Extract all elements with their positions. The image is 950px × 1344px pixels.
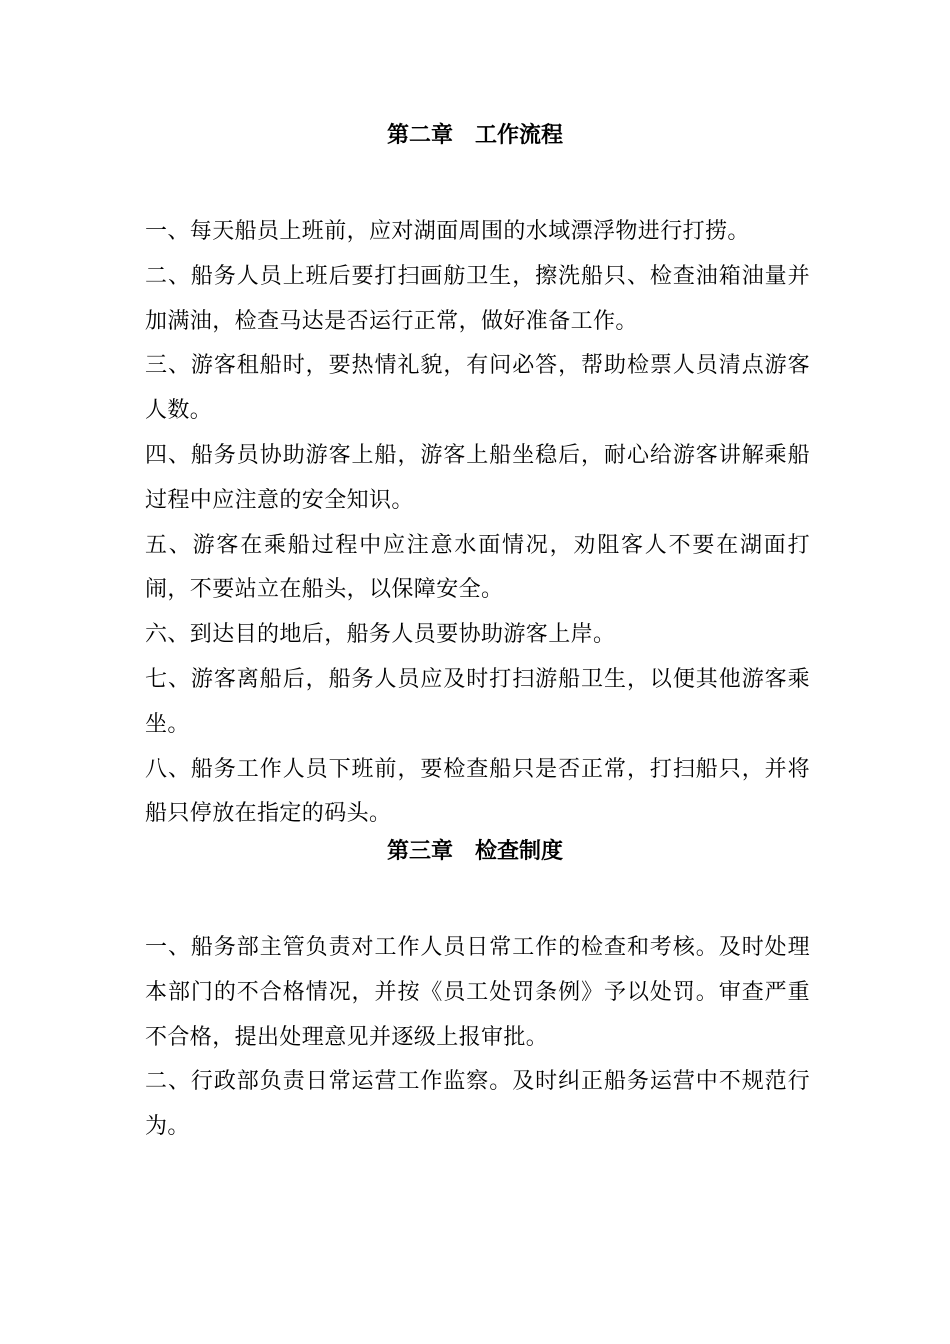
chapter-2-item-8: 八、船务工作人员下班前，要检查船只是否正常，打扫船只，并将船只停放在指定的码头。 (145, 756, 810, 827)
chapter-2-item-1: 一、每天船员上班前，应对湖面周围的水域漂浮物进行打捞。 (145, 219, 750, 244)
chapter-3-body (145, 926, 810, 1150)
chapter-2-item-3: 三、游客租船时，要热情礼貌，有问必答，帮助检票人员清点游客人数。 (145, 353, 810, 424)
chapter-2-item-5: 五、游客在乘船过程中应注意水面情况，劝阻客人不要在湖面打闹，不要站立在船头，以保障安全。 (145, 532, 810, 603)
chapter-2-item-6: 六、到达目的地后，船务人员要协助游客上岸。 (145, 622, 616, 648)
chapter-2-body (145, 210, 810, 837)
chapter-2-title: 第二章 工作流程 (386, 123, 563, 148)
chapter-2-item-2: 二、船务人员上班后要打扫画舫卫生，擦洗船只、检查油箱油量并加满油，检查马达是否运行正常，做好准备工作。 (145, 263, 810, 334)
chapter-3-item-1: 一、船务部主管负责对工作人员日常工作的检查和考核。及时处理本部门的不合格情况，并按《员工处罚条例》予以处罚。审查严重不合格，提出处理意见并逐级上报审批。 (145, 935, 810, 1050)
chapter-2-item-4: 四、船务员协助游客上船，游客上船坐稳后，耐心给游客讲解乘船过程中应注意的安全知识。 (145, 442, 810, 513)
chapter-3-title: 第三章 检查制度 (386, 839, 563, 864)
chapter-2-item-7: 七、游客离船后，船务人员应及时打扫游船卫生，以便其他游客乘坐。 (145, 666, 810, 737)
chapter-3-item-2: 二、行政部负责日常运营工作监察。及时纠正船务运营中不规范行为。 (145, 1069, 810, 1140)
